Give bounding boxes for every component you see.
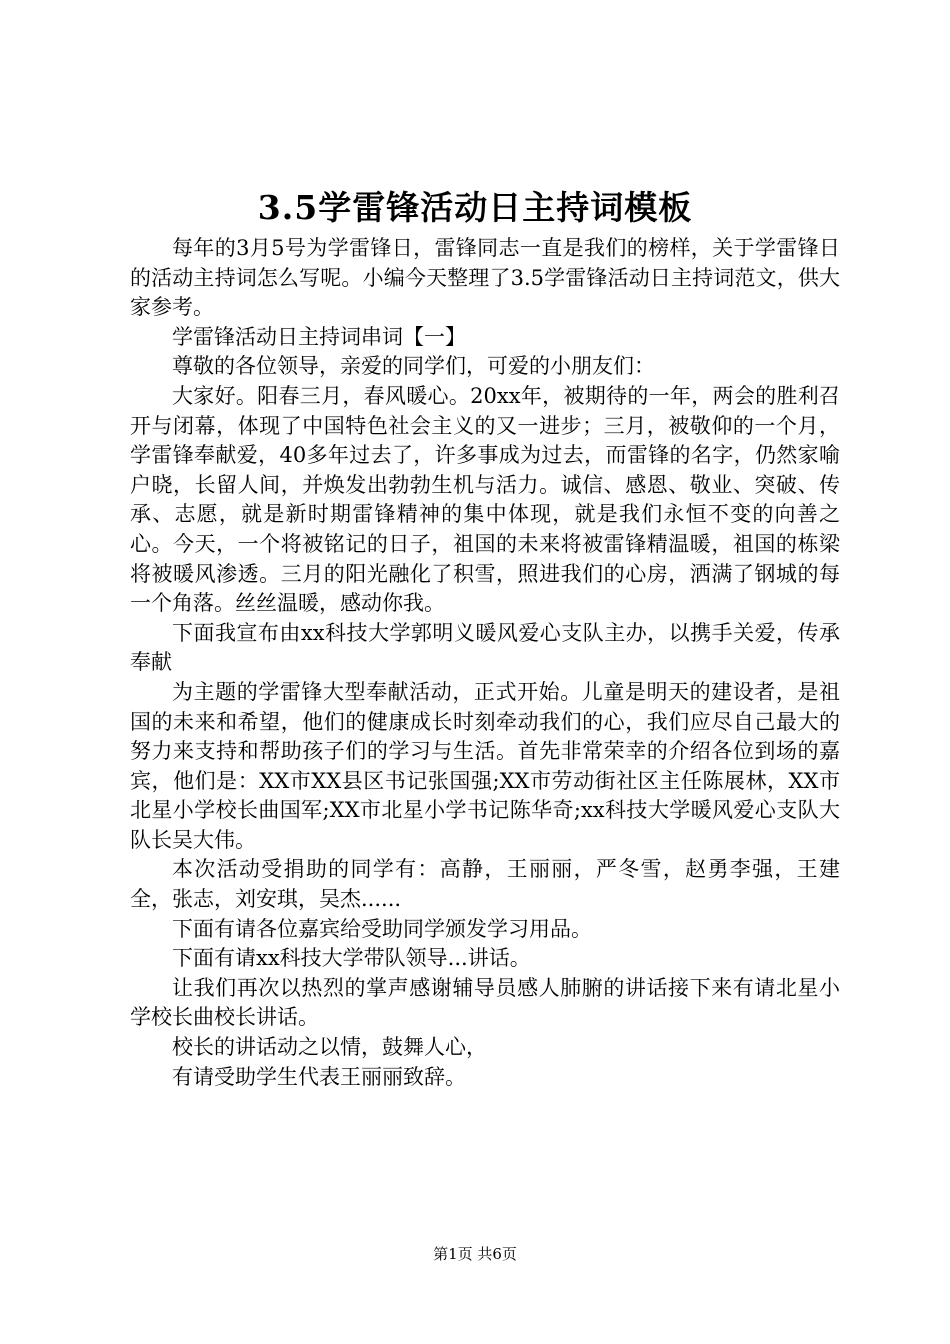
paragraph-supplies: 下面有请各位嘉宾给受助同学颁发学习用品。 [172,916,592,941]
paragraph-opening: 大家好。阳春三月，春风暖心。20xx年，被期待的一年，两会的胜利召开与闭幕，体现了中国特色社会主义的又一进步；三月，被敬仰的一个月，学雷锋奉献爱，40多年过去了，许多事成为过去，而雷锋的名字，仍然家喻户晓，长留人间，并焕发出勃勃生机与活力。诚信、感恩、敬业、突破、传承、志愿，就是新时期雷锋精神的集中体现，就是我们永恒不变的向善之心。今天，一个将被铭记的日子，祖国的未来将被雷锋精温暖，祖国的栋梁将被暖风渗透。三月的阳光融化了积雪，照进我们的心房，洒满了钢城的每一个角落。丝丝温暖，感动你我。 [130,383,840,616]
paragraph-principal-speech: 让我们再次以热烈的掌声感谢辅导员感人肺腑的讲话接下来有请北星小学校长曲校长讲话。 [130,975,840,1030]
paragraph-intro: 每年的3月5号为学雷锋日，雷锋同志一直是我们的榜样，关于学雷锋日的活动主持词怎么写呢。小编今天整理了3.5学雷锋活动日主持词范文，供大家参考。 [130,236,840,320]
document-title: 3.5学雷锋活动日主持词模板 [257,188,693,227]
paragraph-students: 本次活动受捐助的同学有：高静，王丽丽，严冬雪，赵勇李强，王建全，张志，刘安琪，吴杰...... [130,857,840,912]
paragraph-announcement: 下面我宣布由xx科技大学郭明义暖风爱心支队主办，以携手关爱，传承奉献 [130,620,840,675]
paragraph-leader-speech: 下面有请xx科技大学带队领导...讲话。 [172,946,531,971]
paragraph-principal-remark: 校长的讲话动之以情，鼓舞人心， [172,1035,487,1060]
document-body [130,234,840,1092]
paragraph-section-heading: 学雷锋活动日主持词串词【一】 [172,324,466,349]
paragraph-greeting: 尊敬的各位领导，亲爱的同学们，可爱的小朋友们： [172,354,655,379]
paragraph-student-speech: 有请受助学生代表王丽丽致辞。 [172,1064,466,1089]
page-number: 第1页 共6页 [433,1245,517,1263]
paragraph-guests: 为主题的学雷锋大型奉献活动，正式开始。儿童是明天的建设者，是祖国的未来和希望，他们的健康成长时刻牵动我们的心，我们应尽自己最大的努力来支持和帮助孩子们的学习与生活。首先非常荣幸的介绍各位到场的嘉宾，他们是：XX市XX县区书记张国强;XX市劳动街社区主任陈展林，XX市北星小学校长曲国军;XX市北星小学书记陈华奇;xx科技大学暖风爱心支队大队长吴大伟。 [130,679,840,852]
